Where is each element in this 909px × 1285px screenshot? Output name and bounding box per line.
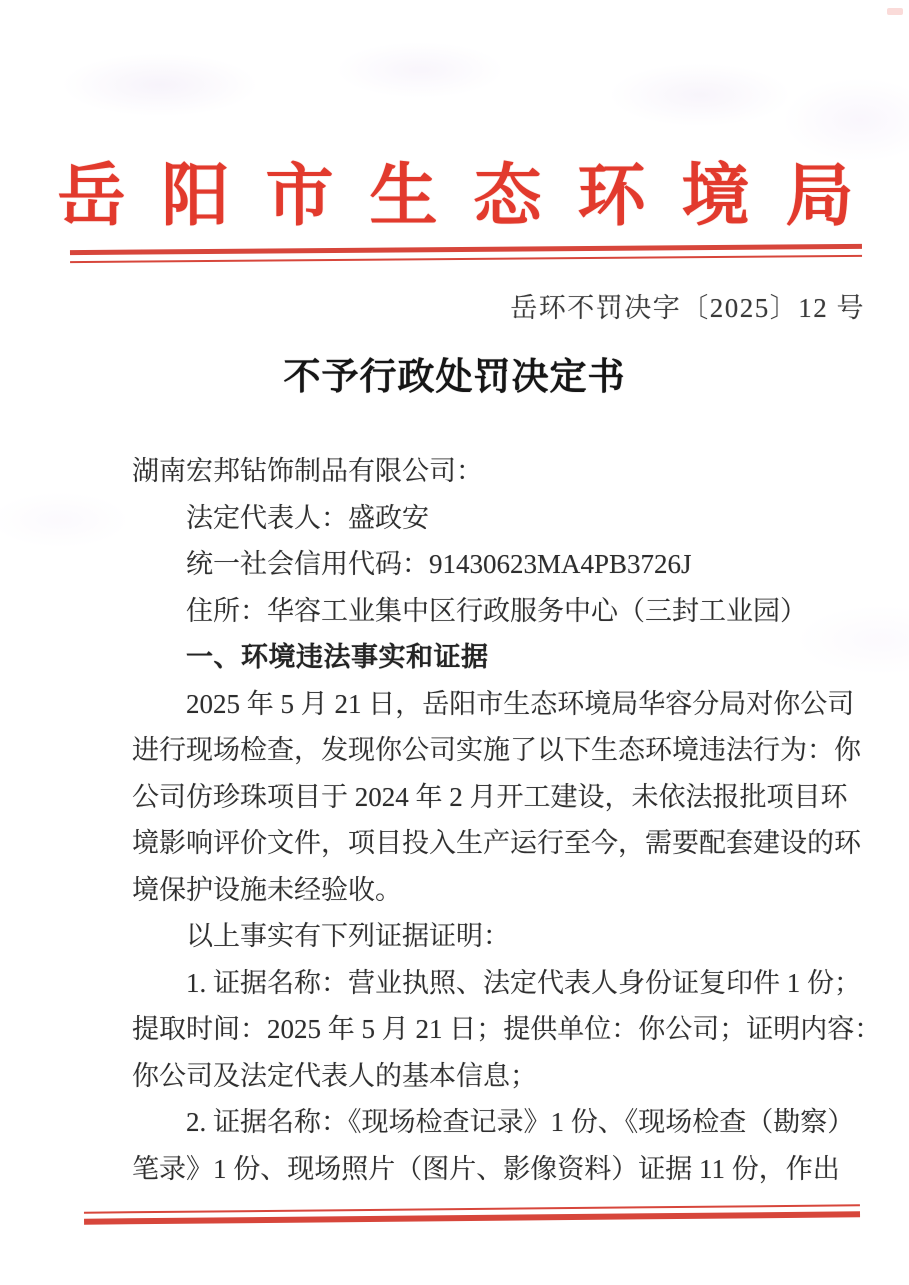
- line-facts-paragraph-5: 境保护设施未经验收。: [132, 874, 402, 905]
- line-recipient-company: 湖南宏邦钻饰制品有限公司：: [132, 456, 483, 486]
- line-credit-code: 统一社会信用代码：91430623MA4PB3726J: [186, 549, 692, 579]
- footer-divider: [84, 1204, 860, 1224]
- document-reference-number: 岳环不罚决字〔2025〕12 号: [510, 293, 865, 323]
- document-body: [132, 448, 882, 1192]
- line-evidence-item-1-end: 你公司及法定代表人的基本信息；: [132, 1060, 537, 1091]
- line-facts-paragraph-3: 公司仿珍珠项目于 2024 年 2 月开工建设，未依法报批项目环: [132, 781, 848, 812]
- line-facts-paragraph-1: 2025 年 5 月 21 日，岳阳市生态环境局华容分局对你公司: [186, 688, 855, 719]
- line-evidence-item-1: 1. 证据名称：营业执照、法定代表人身份证复印件 1 份；: [186, 967, 861, 998]
- document-title: 不予行政处罚决定书: [283, 357, 626, 398]
- scan-artifact: [887, 8, 903, 15]
- line-address: 住所：华容工业集中区行政服务中心（三封工业园）: [186, 595, 807, 626]
- line-facts-paragraph-2: 进行现场检查，发现你公司实施了以下生态环境违法行为：你: [132, 735, 861, 765]
- heading-section-1-facts-and-evidence: 一、环境违法事实和证据: [186, 642, 489, 672]
- line-evidence-item-1-cont: 提取时间：2025 年 5 月 21 日；提供单位：你公司；证明内容：: [132, 1014, 882, 1044]
- letterhead-divider-thick-line: [70, 244, 862, 255]
- letterhead-divider-thin-line: [70, 255, 862, 263]
- line-facts-paragraph-4: 境影响评价文件，项目投入生产运行至今，需要配套建设的环: [132, 828, 861, 858]
- agency-letterhead-title: 岳阳市生态环境局: [57, 158, 890, 234]
- line-legal-representative: 法定代表人：盛政安: [186, 502, 429, 533]
- footer-divider-thick-line: [84, 1211, 860, 1224]
- line-evidence-intro: 以上事实有下列证据证明：: [186, 921, 510, 951]
- line-evidence-item-2: 2. 证据名称：《现场检查记录》1 份、《现场检查（勘察）: [186, 1107, 855, 1137]
- letterhead-divider: [70, 244, 862, 263]
- line-evidence-item-2-cont: 笔录》1 份、现场照片（图片、影像资料）证据 11 份，作出: [132, 1153, 840, 1184]
